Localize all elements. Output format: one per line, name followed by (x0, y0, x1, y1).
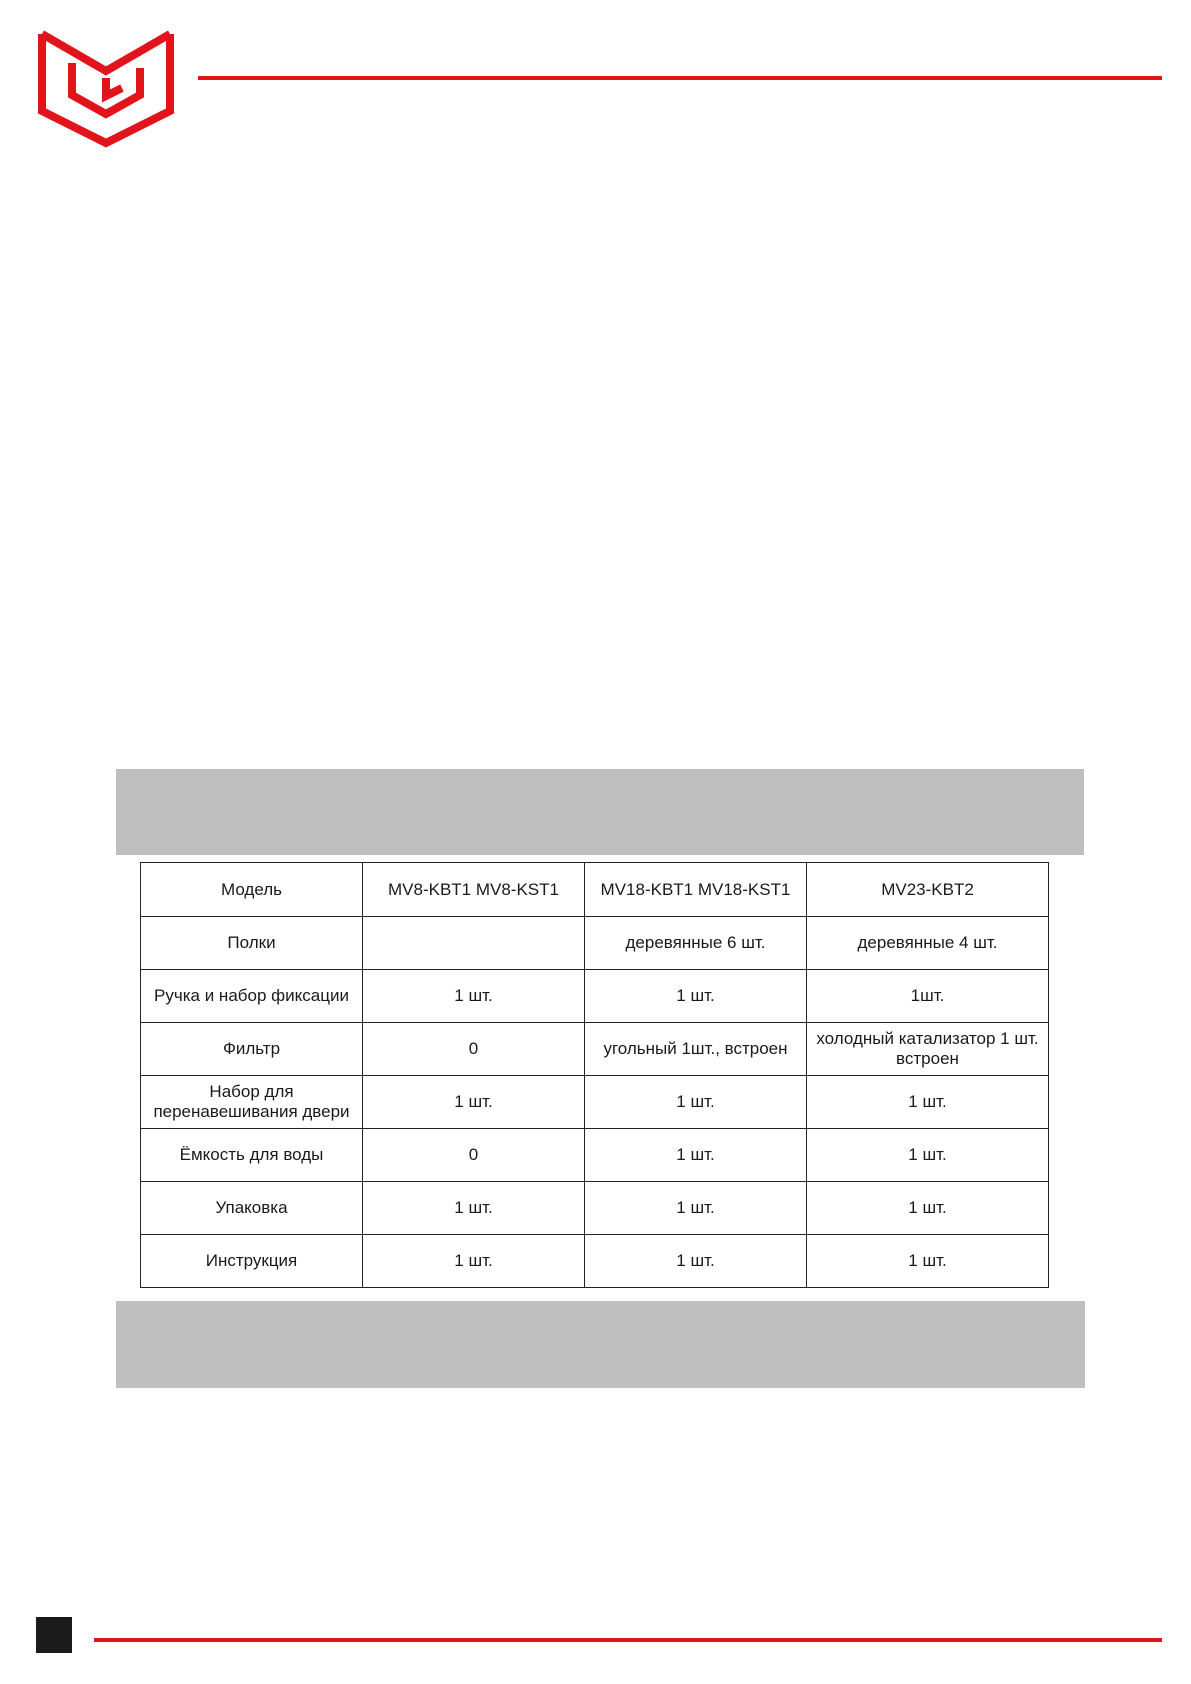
table-row (141, 1182, 1049, 1235)
footer-rule (94, 1638, 1162, 1642)
row-label: Полки (141, 917, 363, 970)
package-contents-table (140, 862, 1049, 1288)
table-header-row (141, 863, 1049, 917)
table-cell: угольный 1шт., встроен (585, 1023, 807, 1076)
table-cell: 1 шт. (585, 970, 807, 1023)
brand-shield-logo-icon (38, 28, 174, 150)
table-cell: 0 (363, 1023, 585, 1076)
table-cell: 1 шт. (807, 1182, 1049, 1235)
bottom-gray-band (116, 1301, 1085, 1388)
row-label: Упаковка (141, 1182, 363, 1235)
table-cell: 1 шт. (363, 1076, 585, 1129)
row-label: Инструкция (141, 1235, 363, 1288)
header-cell-model: Модель (141, 863, 363, 917)
table-cell (363, 917, 585, 970)
header-rule (198, 76, 1162, 80)
table-cell: 1 шт. (807, 1076, 1049, 1129)
table-cell: деревянные 6 шт. (585, 917, 807, 970)
table-row (141, 970, 1049, 1023)
header-cell-mv8: MV8-KBT1 MV8-KST1 (363, 863, 585, 917)
table-row (141, 1235, 1049, 1288)
table-cell: 1 шт. (585, 1235, 807, 1288)
table-cell: 1 шт. (363, 1235, 585, 1288)
table-cell: деревянные 4 шт. (807, 917, 1049, 970)
row-label: Ёмкость для воды (141, 1129, 363, 1182)
table-cell: 1 шт. (585, 1076, 807, 1129)
table-cell: 1 шт. (807, 1129, 1049, 1182)
table-cell: 1 шт. (585, 1129, 807, 1182)
top-gray-band (116, 769, 1084, 855)
table-cell: 1 шт. (363, 970, 585, 1023)
table-row (141, 1129, 1049, 1182)
row-label: Ручка и набор фиксации (141, 970, 363, 1023)
row-label: Фильтр (141, 1023, 363, 1076)
header-cell-mv18: MV18-KBT1 MV18-KST1 (585, 863, 807, 917)
row-label: Набор для перенавешивания двери (141, 1076, 363, 1129)
table-cell: 1 шт. (363, 1182, 585, 1235)
table-cell: 0 (363, 1129, 585, 1182)
table-cell: 1шт. (807, 970, 1049, 1023)
page-number-marker (36, 1617, 72, 1653)
table-cell: 1 шт. (585, 1182, 807, 1235)
table-row (141, 1023, 1049, 1076)
table-cell: холодный катализатор 1 шт. встроен (807, 1023, 1049, 1076)
header-cell-mv23: MV23-KBT2 (807, 863, 1049, 917)
table-row (141, 1076, 1049, 1129)
table-cell: 1 шт. (807, 1235, 1049, 1288)
table-row (141, 917, 1049, 970)
